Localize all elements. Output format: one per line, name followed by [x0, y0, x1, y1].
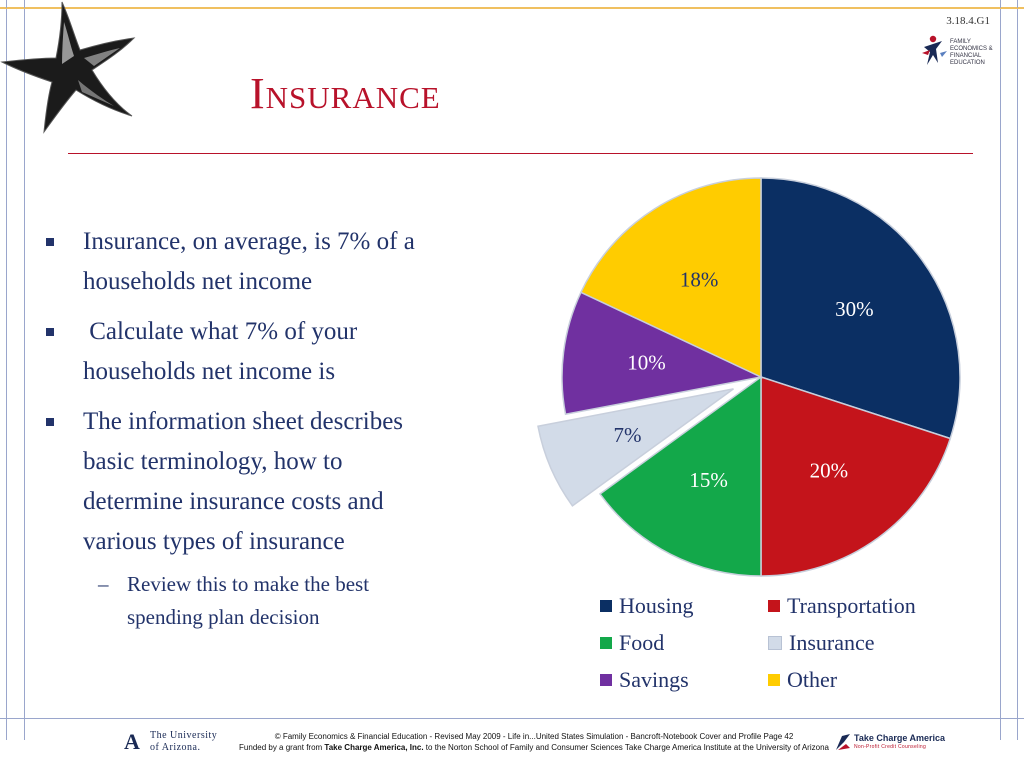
sub-bullet-item: [46, 568, 446, 634]
legend-item-insurance: [768, 630, 875, 656]
tca-arrow-icon: [834, 732, 852, 752]
frame-top-line: [0, 8, 1024, 9]
tca-logo-line-2: Non-Profit Credit Counseling: [854, 744, 927, 750]
pie-label-food: 15%: [689, 467, 728, 492]
pie-label-insurance: 7%: [613, 422, 642, 447]
legend-swatch: [768, 600, 780, 612]
ffe-logo: [920, 33, 1000, 69]
legend-label: Transportation: [787, 593, 916, 618]
legend-label: Food: [619, 630, 665, 655]
legend-swatch: [768, 674, 780, 686]
footer-rule: [0, 718, 1024, 719]
bullet-list: [46, 222, 446, 634]
title-rule: [68, 153, 973, 154]
bullet-item: [46, 402, 446, 562]
footer-line-1: © Family Economics & Financial Education - Revised May 2009 - Life in...United States Simulation - Bancroft-Notebook Cover and Profile Page 42: [274, 732, 794, 741]
legend-swatch: [600, 600, 612, 612]
legend-label: Insurance: [789, 630, 875, 655]
frame-right-line-inner: [1000, 0, 1001, 740]
legend-item-transportation: [768, 593, 916, 619]
footer-line-2: [238, 743, 830, 754]
sub-bullet-text: Review this to make the best spending plan decision: [127, 572, 370, 629]
footer-line-2-bold: Take Charge America, Inc.: [324, 742, 424, 752]
bullet-item: [46, 222, 446, 302]
legend-swatch: [768, 636, 782, 650]
bullet-text: The information sheet describes basic terminology, how to determine insurance costs and various types of insurance: [83, 408, 404, 555]
pie-label-other: 18%: [679, 267, 719, 292]
arizona-a-icon: A: [124, 729, 140, 754]
footer-text: [238, 732, 830, 753]
pie-chart: [520, 165, 990, 595]
bullet-square-icon: [46, 418, 54, 426]
legend-swatch: [600, 637, 612, 649]
legend-item-housing: [600, 593, 694, 619]
legend-item-other: [768, 667, 837, 693]
university-of-arizona-logo: [124, 730, 234, 756]
legend-label: Other: [787, 667, 838, 692]
slide-code: 3.18.4.G1: [946, 15, 990, 27]
legend-item-food: [600, 630, 664, 656]
slide-title: Insurance: [250, 69, 441, 118]
bullet-square-icon: [46, 328, 54, 336]
legend-label: Savings: [619, 667, 689, 692]
footer-line-2-post: to the Norton School of Family and Consumer Sciences Take Charge America Institute at the University of Arizona: [423, 742, 829, 752]
bullet-square-icon: [46, 238, 54, 246]
pie-label-savings: 10%: [627, 350, 666, 375]
bullet-text: Calculate what 7% of your households net income is: [83, 318, 364, 385]
ua-logo-line-1: The University: [150, 730, 218, 741]
decorative-star-icon: [0, 0, 150, 140]
ffe-logo-line-1: FAMILY: [950, 39, 971, 45]
ffe-logo-line-4: EDUCATION: [950, 60, 985, 66]
legend-item-savings: [600, 667, 689, 693]
ffe-logo-line-3: FINANCIAL: [950, 53, 982, 59]
frame-top-border: [0, 0, 1024, 8]
frame-right-line: [1017, 0, 1018, 740]
ffe-figure-icon: [920, 33, 950, 69]
legend-label: Housing: [619, 593, 694, 618]
sub-bullet-dash: –: [98, 572, 109, 596]
bullet-item: [46, 312, 446, 392]
footer-line-2-pre: Funded by a grant from: [239, 742, 325, 752]
pie-label-housing: 30%: [835, 297, 874, 322]
ffe-logo-line-2: ECONOMICS &: [950, 46, 993, 52]
legend-swatch: [600, 674, 612, 686]
ua-logo-line-2: of Arizona.: [150, 742, 201, 753]
take-charge-america-logo: [834, 731, 964, 755]
pie-label-transportation: 20%: [809, 458, 849, 483]
bullet-text: Insurance, on average, is 7% of a households net income: [83, 228, 415, 295]
tca-logo-line-1: Take Charge America: [854, 733, 946, 743]
